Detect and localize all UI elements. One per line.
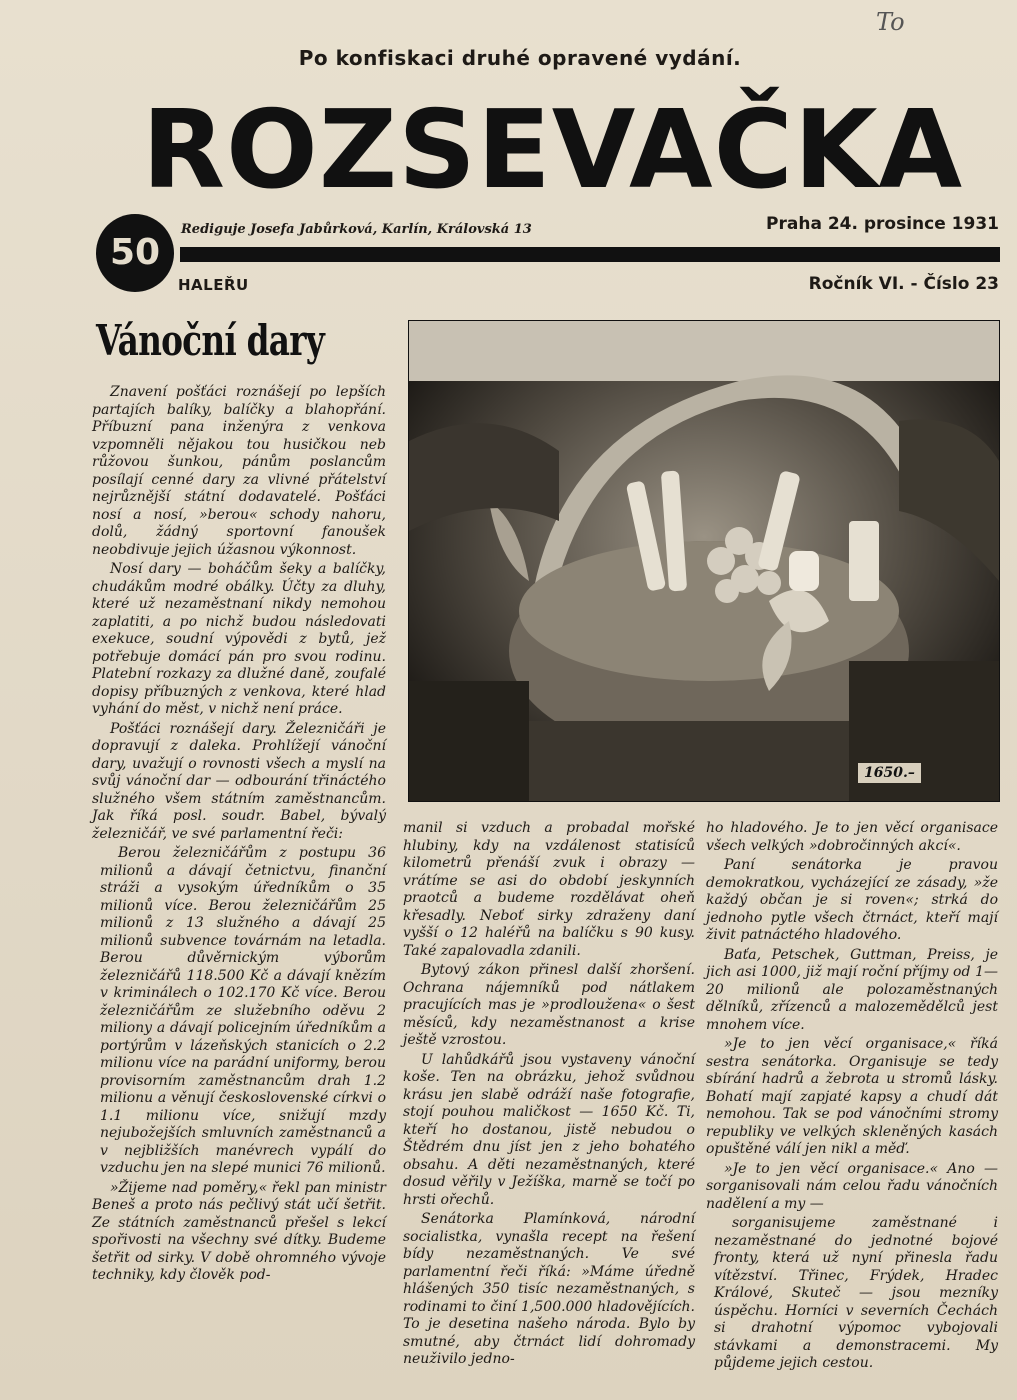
masthead-rule <box>180 247 1000 262</box>
paragraph: manil si vzduch a probadal mořské hlubiny, kdy na vzdálenost statisíců kilometrů přenáší zvuk i obrazy — vrátíme se asi do období jeskynních praotců a budeme rozdělávat oheň křesadly. Neboť sirky zdraženy daní vyšší o 12 haléřů na balíčku s 90 kusy. Také zapalovadla zdanili. <box>403 820 695 959</box>
paragraph: ho hladového. Je to jen věcí organisace všech velkých »dobročinných akcí«. <box>706 820 998 854</box>
price-unit: HALEŘU <box>178 276 249 294</box>
quoted-paragraph: sorganisujeme zaměstnané i nezaměstnané do jednotné bojové fronty, která už nyní přinesla řadu vítězství. Třinec, Frýdek, Hradec Králové, Skuteč — jsou mezníky úspěchu. Horníci v severních Čechách si drahotní výpomoc vybojovali stávkami a demonstracemi. My půjdeme jejich cestou. <box>714 1215 998 1371</box>
paragraph: Bytový zákon přinesl další zhoršení. Ochrana nájemníků pod nátlakem pracujících mas je »prodloužena« o šest měsíců, kdy nezaměstnanost a krise ještě vzrostou. <box>403 962 695 1048</box>
edition-note: Po konfiskaci druhé opravené vydání. <box>298 46 742 70</box>
masthead-title: ROZSEVAČKA <box>141 88 964 213</box>
paragraph: U lahůdkářů jsou vystaveny vánoční koše. Ten na obrázku, jehož svůdnou krásu jen slabě odráží naše fotografie, stojí pouhou maličkost — 1650 Kč. Ti, kteří ho dostanou, jistě nebudou o Štědrém dnu jíst jen z jeho bohatého obsahu. A děti nezaměstnaných, které dosud věřily v Ježíška, marně se točí po hrsti ořechů. <box>403 1051 695 1208</box>
issue-date: Praha 24. prosince 1931 <box>766 214 999 234</box>
article-column-2 <box>403 820 695 1371</box>
photo-illustration <box>409 321 999 801</box>
paragraph: »Je to jen věcí organisace.« Ano — sorganisovali nám celou řadu vánočních nadělení a my — <box>706 1160 998 1212</box>
issue-number: Ročník VI. - Číslo 23 <box>808 274 999 294</box>
paragraph: »Žijeme nad poměry,« řekl pan ministr Beneš a proto nás pečlivý stát učí šetřit. Ze státních zaměstnanců přešel s lekcí spořivosti na všechny své dítky. Budeme šetřit od sirky. V době ohromného vývoje techniky, kdy člověk pod- <box>92 1179 386 1283</box>
article-column-3 <box>706 820 998 1375</box>
price-badge: 50 <box>96 214 174 292</box>
article-column-1 <box>92 384 386 1287</box>
editor-line: Rediguje Josefa Jabůrková, Karlín, Královská 13 <box>181 222 532 237</box>
paragraph: Senátorka Plamínková, národní socialistka, vynašla recept na řešení bídy nezaměstnaných. Ve své parlamentní řeči říká: »Máme úředně hlášených 350 tisíc nezaměstnaných, s rodinami to činí 1,500.000 hladovějících. To je desetina našeho národa. Bylo by smutné, aby čtrnáct lidí dohromady neuživilo jedno- <box>403 1211 695 1367</box>
paragraph: Paní senátorka je pravou demokratkou, vycházející ze zásady, »že každý občan je si roven«; strká do jednoho pytle všech čtrnáct, kteří mají živit patnáctého hladového. <box>706 857 998 943</box>
paragraph: Pošťáci roznášejí dary. Železničáři je dopravují z daleka. Prohlížejí vánoční dary, uvažují o rovnosti všech a myslí na svůj vánoční dar — odbourání třináctého služného všem státním zaměstnancům. Jak říká posl. soudr. Babel, bývalý železničář, ve své parlamentní řeči: <box>92 720 386 842</box>
article-headline: Vánoční dary <box>96 316 324 365</box>
paragraph: Baťa, Petschek, Guttman, Preiss, je jich asi 1000, již mají roční příjmy od 1—20 milionů ale polozaměstnaných dělníků, zřízenců a malozemědělců jest mnohem více. <box>706 946 998 1033</box>
paragraph: Znavení pošťáci roznášejí po lepších partajích balíky, balíčky a blahopřání. Příbuzní pana inženýra z venkova vzpomněli nějakou tou husičkou neb růžovou šunkou, pánům poslancům posílají cenné dary za vlivné přátelství nejrůznější státní dodavatelé. Pošťáci nosí a nosí, »berou« schody nahoru, dolů, žádný sportovní fanoušek neobdivuje jejich úžasnou výkonnost. <box>92 384 386 558</box>
gift-basket-photo <box>408 320 1000 802</box>
paragraph: »Je to jen věcí organisace,« říká sestra senátorka. Organisuje se tedy sbírání hadrů a žebrota u stromů lásky. Bohatí mají zapjaté kapsy a chudí dát nemohou. Tak se pod vánočními stromy republiky ve velkých skleněných kasách opuštěné válí jen nikl a měď. <box>706 1036 998 1157</box>
photo-price-tag: 1650.– <box>858 763 921 783</box>
paragraph: Nosí dary — boháčům šeky a balíčky, chudákům modré obálky. Účty za dluhy, které už nezaměstnaní nikdy nemohou zaplatiti, a po nichž budou následovati exekuce, soudní výpovědi z bytů, jež potřebuje domácí pán pro svou rodinu. Platební rozkazy za dlužné daně, zoufalé dopisy příbuzných z venkova, které hlad vyhání do měst, v nichž není práce. <box>92 561 386 717</box>
handwritten-mark: To <box>876 8 905 36</box>
quoted-paragraph: Berou železničářům z postupu 36 milionů a dávají četnictvu, finanční stráži a vysokým úředníkům o 35 milionů více. Berou železničářům 25 milionů z 13 služného a dávají 25 milionů subvence továrnám na letadla. Berou důvěrnickým výborům železničářů 118.500 Kč a dávají knězím v kriminálech o 102.170 Kč více. Berou železničářům ze služebního oděvu 2 miliony a dávají policejním úředníkům a portýrům v lázeňských stanicích o 2.2 milionu více na parádní uniformy, berou provisorním zaměstnancům drah 1.2 milionu a věnují československé církvi o 1.1 milionu více, snižují mzdy nejubožejších smluvních zaměstnanců a v nejbližších manévrech vypálí do vzduchu jen na slepé munici 76 milionů. <box>100 845 386 1176</box>
